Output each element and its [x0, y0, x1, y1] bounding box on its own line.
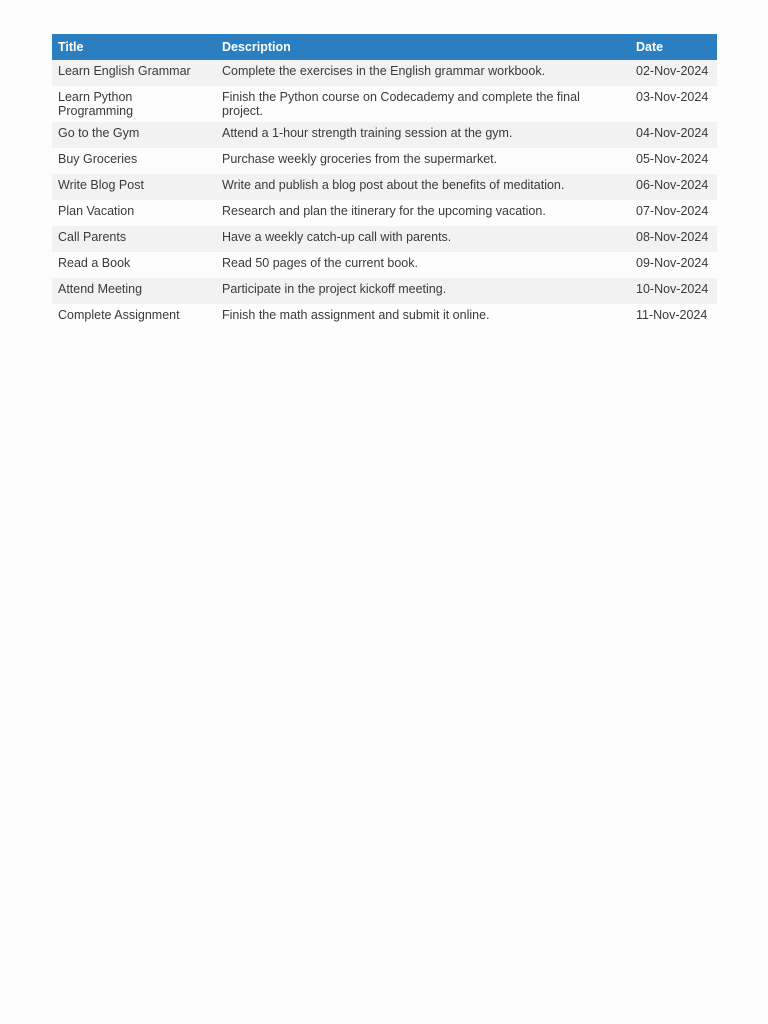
cell-title: Complete Assignment	[52, 304, 216, 330]
cell-title: Call Parents	[52, 226, 216, 252]
table-row	[52, 122, 717, 148]
table-row	[52, 200, 717, 226]
table-row	[52, 278, 717, 304]
cell-description: Write and publish a blog post about the benefits of meditation.	[216, 174, 630, 200]
cell-date: 07-Nov-2024	[630, 200, 717, 226]
cell-description: Read 50 pages of the current book.	[216, 252, 630, 278]
cell-description: Finish the Python course on Codecademy and complete the final project.	[216, 86, 630, 122]
table-row	[52, 174, 717, 200]
cell-description: Purchase weekly groceries from the supermarket.	[216, 148, 630, 174]
table-row	[52, 226, 717, 252]
cell-description: Research and plan the itinerary for the upcoming vacation.	[216, 200, 630, 226]
cell-description: Participate in the project kickoff meeting.	[216, 278, 630, 304]
cell-date: 11-Nov-2024	[630, 304, 717, 330]
table-row	[52, 252, 717, 278]
table-row	[52, 148, 717, 174]
cell-title: Write Blog Post	[52, 174, 216, 200]
cell-date: 09-Nov-2024	[630, 252, 717, 278]
task-table	[52, 34, 717, 330]
table-header	[52, 34, 717, 60]
cell-title: Plan Vacation	[52, 200, 216, 226]
table-row	[52, 60, 717, 86]
column-header-title: Title	[52, 34, 216, 60]
cell-date: 04-Nov-2024	[630, 122, 717, 148]
cell-title: Learn Python Programming	[52, 86, 216, 122]
cell-date: 10-Nov-2024	[630, 278, 717, 304]
cell-description: Have a weekly catch-up call with parents.	[216, 226, 630, 252]
header-row	[52, 34, 717, 60]
cell-date: 05-Nov-2024	[630, 148, 717, 174]
cell-title: Go to the Gym	[52, 122, 216, 148]
cell-date: 08-Nov-2024	[630, 226, 717, 252]
cell-title: Attend Meeting	[52, 278, 216, 304]
cell-description: Finish the math assignment and submit it online.	[216, 304, 630, 330]
cell-date: 03-Nov-2024	[630, 86, 717, 122]
column-header-date: Date	[630, 34, 717, 60]
column-header-description: Description	[216, 34, 630, 60]
table-row	[52, 86, 717, 122]
cell-title: Buy Groceries	[52, 148, 216, 174]
table-row	[52, 304, 717, 330]
cell-title: Read a Book	[52, 252, 216, 278]
cell-description: Attend a 1-hour strength training session at the gym.	[216, 122, 630, 148]
table-body	[52, 60, 717, 330]
cell-date: 06-Nov-2024	[630, 174, 717, 200]
cell-date: 02-Nov-2024	[630, 60, 717, 86]
cell-description: Complete the exercises in the English grammar workbook.	[216, 60, 630, 86]
cell-title: Learn English Grammar	[52, 60, 216, 86]
